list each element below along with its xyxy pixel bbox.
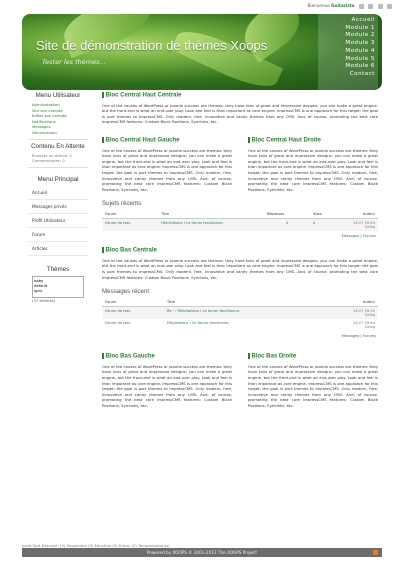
block-row: [102, 353, 378, 408]
block-title: Bloc Central Haut Centrale: [102, 92, 378, 99]
menu-item-module-3[interactable]: Module 3: [345, 40, 375, 47]
logout-icon[interactable]: [387, 4, 392, 9]
block-title: Bloc Central Haut Gauche: [102, 137, 232, 144]
user-link-admin[interactable]: Administration: [32, 102, 60, 107]
divider: [28, 167, 88, 168]
recent-messages-title: Messages récent: [102, 288, 150, 296]
theme-option[interactable]: Igrix: [34, 287, 43, 293]
menu-item-module-6[interactable]: Module 6: [345, 63, 375, 70]
left-sidebar: [28, 92, 88, 303]
topics-footer-links[interactable]: Messages | Forums: [341, 234, 376, 239]
col-header: Réponses: [264, 210, 310, 219]
profile-icon[interactable]: [368, 4, 373, 9]
author-link[interactable]: Celag: [364, 313, 375, 318]
top-menu: [318, 14, 378, 90]
menu-item-module-1[interactable]: Module 1: [345, 24, 375, 31]
main-menu-item-messages[interactable]: Messages privés: [28, 200, 88, 214]
greeting: Bienvenue: [307, 3, 330, 8]
theme-option[interactable]: baby: [34, 277, 44, 283]
menu-item-accueil[interactable]: Accueil: [351, 17, 375, 23]
col-header: Auteur: [332, 298, 378, 307]
author-link[interactable]: Celag: [364, 225, 375, 230]
divider: [28, 139, 88, 140]
user-link-messages[interactable]: Messages: [32, 124, 51, 130]
main-menu-title: Menu Principal: [37, 175, 79, 183]
author-link[interactable]: Celag: [364, 325, 375, 330]
block-right: [248, 137, 378, 192]
post-date: 14-07 09:44: [353, 321, 375, 326]
block-left: [102, 353, 232, 408]
themes-title: Thèmes: [46, 265, 70, 273]
menu-item-contact[interactable]: Contact: [349, 70, 375, 77]
block-text: One of the causes of WordPress or Joomla success are themes: they have tons of great and impressive designs; you can make a great engine, but the front-end is what an end-user play. Look and feel is than important as core engine. ImpressCMS is one approach for this target: the goal is port themes to ImpressCMS. Only modern, free, innovative and candy themes from any CMS. And, of course, promoting the best core ImpressCMS features: Custom Block Positions, Symlinks, etc.: [102, 102, 378, 125]
pending-title: Contenu En Attente: [31, 142, 85, 150]
theme-option[interactable]: default: [34, 282, 48, 288]
table-row: [102, 219, 378, 232]
main-menu-item-profil[interactable]: Profil Utilisateur: [28, 214, 88, 228]
pending-comments[interactable]: Commentaires: 0: [32, 158, 65, 164]
forum-link[interactable]: Forum de test: [105, 321, 131, 326]
col-header: Auteur: [336, 210, 378, 219]
block-title: Bloc Bas Droite: [248, 353, 378, 360]
block-title: Bloc Central Haut Droite: [248, 137, 378, 144]
col-header: Titre: [164, 298, 332, 307]
forum-link[interactable]: Forum de test: [102, 307, 164, 320]
col-header: Titre: [158, 210, 264, 219]
block-text: One of the causes of WordPress or Joomla success are themes: they have tons of great and impressive designs; you can make a great engine, but the front-end is what an end-user play. Look and feel is than important as core engine. ImpressCMS is one approach for this target: the goal is port themes to ImpressCMS. Only modern, free, innovative and candy themes from any CMS. And, of course, promoting the best core ImpressCMS features: Custom Block Positions, Symlinks, etc.: [102, 257, 378, 280]
settings-icon[interactable]: [378, 4, 383, 9]
site-title[interactable]: Site de démonstration de thèmes Xoops: [36, 38, 268, 53]
main-menu-item-forum[interactable]: Forum: [28, 228, 88, 242]
author-cell: [332, 319, 378, 331]
replies-count: 1: [264, 219, 310, 232]
menu-item-module-4[interactable]: Module 4: [345, 47, 375, 54]
table-header: [102, 210, 378, 219]
block-text: One of the causes of WordPress or Joomla success are themes: they have tons of great and impressive designs; you can make a great engine, but the front-end is what an end-user play. Look and feel is than important as core engine. ImpressCMS is one approach for this target: the goal is port themes to ImpressCMS. Only modern, free, innovative and candy themes from any CMS. And, of course, promoting the best core ImpressCMS features: Custom Block Positions, Symlinks, etc.: [102, 363, 232, 408]
messages-footer-links[interactable]: Messages | Forums: [341, 334, 376, 339]
user-link-logout[interactable]: Déconnexion: [32, 129, 57, 135]
recent-topics-table: [102, 210, 378, 231]
copyright-text[interactable]: Powered by XOOPS © 2001-2013 The XOOPS Project: [146, 550, 258, 555]
post-date: 14-07 09:55: [353, 309, 375, 314]
user-link-edit-account[interactable]: Editer son compte: [32, 113, 67, 119]
forum-link[interactable]: Forum de test: [102, 219, 158, 232]
col-header: Forum: [102, 298, 164, 307]
main-menu-item-articles[interactable]: Articles: [28, 242, 88, 256]
main-menu-item-accueil[interactable]: Accueil: [28, 186, 88, 200]
menu-item-module-5[interactable]: Module 5: [345, 55, 375, 62]
main-content: [102, 92, 378, 409]
block-text: One of the causes of WordPress or Joomla success are themes: they have tons of great and impressive designs; you can make a great engine, but the front-end is what an end-user play. Look and feel is than important as core engine. ImpressCMS is one approach for this target: the goal is port themes to ImpressCMS. Only modern, free, innovative and candy themes from any CMS. And, of course, promoting the best core ImpressCMS features: Custom Block Positions, Symlinks, etc.: [248, 363, 378, 408]
topic-link[interactable]: Félicitations ! Le forum fonctionne.: [158, 219, 264, 232]
block-text: One of the causes of WordPress or Joomla success are themes: they have tons of great and impressive designs; you can make a great engine, but the front-end is what an end-user play. Look and feel is than important as core engine. ImpressCMS is one approach for this target: the goal is port themes to ImpressCMS. Only modern, free, innovative and candy themes from any CMS. And, of course, promoting the best core ImpressCMS features: Custom Block Positions, Symlinks, etc.: [102, 147, 232, 192]
inbox-icon[interactable]: [359, 4, 364, 9]
theme-count: (37 thèmes): [32, 297, 56, 303]
block-row: [102, 137, 378, 192]
views-count: 2: [310, 219, 336, 232]
recent-messages-table: [102, 298, 378, 331]
user-link-view-account[interactable]: Voir son compte: [32, 107, 63, 113]
table-header: [102, 298, 378, 307]
block-title: Bloc Bas Gauche: [102, 353, 232, 360]
site-slogan: Tester les thèmes...: [42, 58, 106, 66]
footer-bar: [22, 548, 382, 557]
user-link-notifications[interactable]: Notifications: [32, 118, 56, 124]
col-header: Forum: [102, 210, 158, 219]
footer-stats: Juste Tout Ensuivie: (0) Sequential (0) Eduction (0) Extra: (3) Temporisation(s): [22, 543, 170, 548]
table-row: [102, 307, 378, 320]
table-row: [102, 319, 378, 331]
recent-topics-title: Sujets récents: [102, 200, 142, 208]
block-left: [102, 137, 232, 192]
author-cell: [332, 307, 378, 320]
block-right: [248, 353, 378, 408]
col-header: Vues: [310, 210, 336, 219]
rss-icon[interactable]: [373, 550, 378, 555]
post-date: 14-07 09:44: [353, 221, 375, 226]
message-link[interactable]: Re : : Félicitations ! Le forum fonctionne.: [164, 307, 332, 320]
top-bar: [0, 0, 400, 12]
message-link[interactable]: Félicitations ! Le forum fonctionne.: [167, 321, 230, 326]
theme-select-list[interactable]: [32, 276, 84, 298]
author-cell: [336, 219, 378, 232]
menu-item-module-2[interactable]: Module 2: [345, 32, 375, 39]
pending-articles[interactable]: Envoyer un Article: 0: [32, 152, 72, 158]
header-banner: [22, 14, 382, 90]
user-menu-title: Menu Utilisateur: [35, 92, 81, 99]
username-link[interactable]: Guitarista: [331, 3, 355, 8]
block-title: Bloc Bas Centrale: [102, 247, 378, 254]
block-text: One of the causes of WordPress or Joomla success are themes: they have tons of great and impressive designs; you can make a great engine, but the front-end is what an end-user play. Look and feel is than important as core engine. ImpressCMS is one approach for this target: the goal is port themes to ImpressCMS. Only modern, free, innovative and candy themes from any CMS. And, of course, promoting the best core ImpressCMS features: Custom Block Positions, Symlinks, etc.: [248, 147, 378, 192]
